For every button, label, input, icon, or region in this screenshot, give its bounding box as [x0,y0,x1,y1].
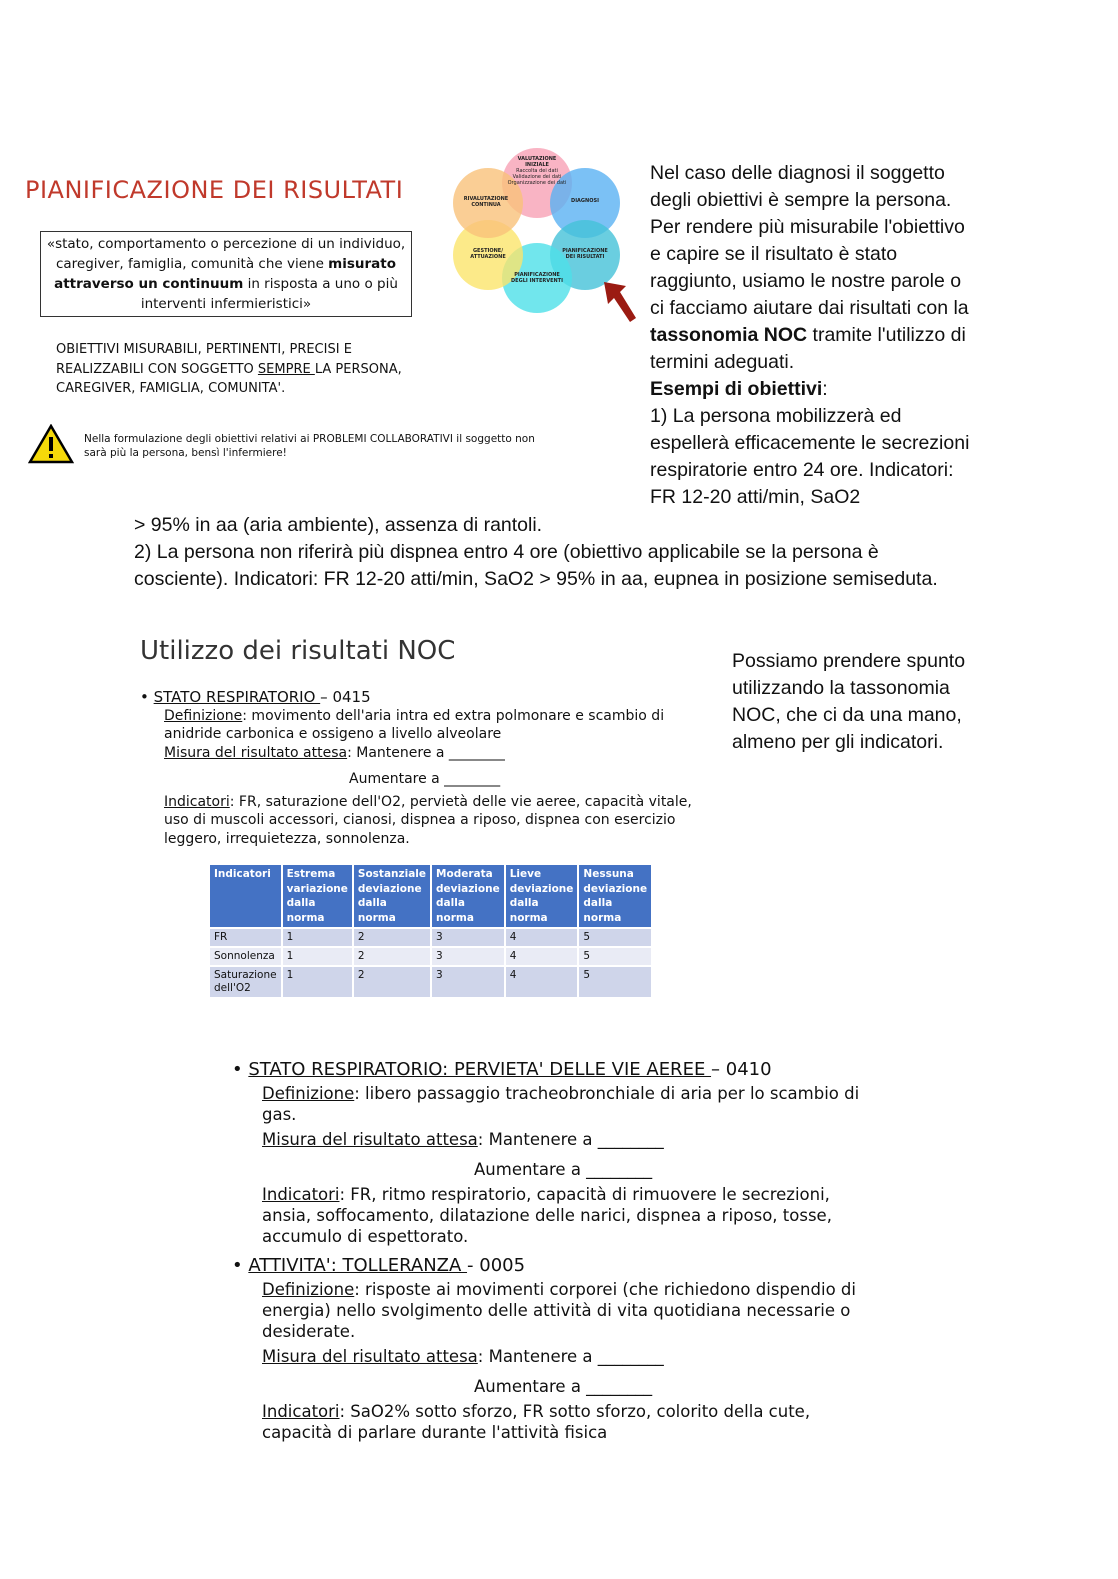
outcome-name: STATO RESPIRATORIO: PERVIETA' DELLE VIE AEREE [248,1059,712,1080]
maintain: : Mantenere a ________ [477,1347,664,1366]
label: Indicatori [262,1402,340,1421]
bold-text: tassonomia NOC [650,324,808,346]
quote-text: «stato, comportamento o percezione di un individuo, caregiver, famiglia, comunità che viene [46,236,406,272]
indicators: : FR, saturazione dell'O2, pervietà delle vie aeree, capacità vitale, uso di muscoli accessori, cianosi, dispnea a riposo, dispnea con esercizio leggero, irrequietezza, sonnolenza. [164,793,692,847]
noc-title: Utilizzo dei risultati NOC [140,636,456,666]
increase: Aumentare a ________ [349,771,501,787]
circle-sublabel: Raccolta dei dati Validazione dei dati Organizzazione dei dati [507,168,567,186]
noc-scale-table [210,865,653,997]
section-title: PIANIFICAZIONE DEI RISULTATI [25,176,404,204]
table-cell: 4 [505,928,579,947]
table-cell: FR [210,928,282,947]
maintain: : Mantenere a ________ [477,1130,664,1149]
table-header: Indicatori [210,865,282,928]
text: tramite l'utilizzo di termini adeguati. [650,324,966,373]
indicators: : FR, ritmo respiratorio, capacità di rimuovere le secrezioni, ansia, soffocamento, dilatazione delle narici, dispnea a riposo, tosse, accumulo di espettorato. [262,1185,832,1246]
circle-label-block [565,198,605,204]
circle-label: PIANIFICAZIONE DEGLI INTERVENTI [511,272,563,284]
circle-label-block [507,156,567,186]
circle-label: DIAGNOSI [571,198,599,204]
circle-label-block [460,196,512,208]
indicators: : SaO2% sotto sforzo, FR sotto sforzo, colorito della cute, capacità di parlare durante l'attività fisica [262,1402,811,1442]
text: Nel caso delle diagnosi il soggetto degli obiettivi è sempre la persona. Per rendere più misurabile l'obiettivo e capire se il risultato è stato raggiunto, usiamo le nostre parole o ci facciamo aiutare dai risultati con la [650,162,969,319]
noc-section-0410: • STATO RESPIRATORIO: PERVIETA' DELLE VIE AEREE – 0410 Definizione: libero passaggio tracheobronchiale di aria per lo scambio di gas. Misura del risultato attesa: Mantenere a ________ Aumentare a ________ Indicatori: FR, ritmo respiratorio, capacità di rimuovere le secrezioni, ansia, soffocamento, dilatazione delle narici, dispnea a riposo, tosse, accumulo di espettorato. • ATTIVITA': TOLLERANZA - 0005 Definizione: risposte ai movimenti corporei (che richiedono dispendio di energia) nello svolgimento delle attività di vita quotidiana necessarie o desiderate. Misura del risultato attesa: Mantenere a ________ Aumentare a ________ Indicatori: SaO2% sotto sforzo, FR sotto sforzo, colorito della cute, capacità di parlare durante l'attività fisica [232,1059,872,1443]
label: Misura del risultato attesa [164,744,348,761]
examples-continued [134,512,964,593]
table-cell: Saturazione dell'O2 [210,966,282,997]
definition: : risposte ai movimenti corporei (che richiedono dispendio di energia) nello svolgimento delle attività di vita quotidiana necessarie o desiderate. [262,1280,856,1341]
table-cell: 2 [353,966,431,997]
table-cell: 2 [353,928,431,947]
nursing-process-diagram [450,148,640,328]
bold-text: Esempi di obiettivi [650,378,823,400]
table-cell: 4 [505,966,579,997]
definition: : movimento dell'aria intra ed extra polmonare e scambio di anidride carbonica e ossigeno a livello alveolare [164,707,665,742]
outcome-code: – 0415 [320,688,371,706]
label: Definizione [164,707,243,724]
label: Definizione [262,1280,355,1299]
obj-text: LA PERSONA, CAREGIVER, FAMIGLIA, COMUNITA'. [56,361,402,396]
text: > 95% in aa (aria ambiente), assenza di rantoli. [134,514,543,536]
table-cell: 1 [282,966,353,997]
increase: Aumentare a ________ [474,1377,653,1396]
table-cell: 5 [578,966,652,997]
circle-label-block [507,272,567,284]
table-row [210,947,652,966]
obj-text: OBIETTIVI MISURABILI, PERTINENTI, PRECISI E REALIZZABILI CON SOGGETTO [56,342,352,377]
arrow-icon [600,278,640,323]
definition: : libero passaggio tracheobronchiale di aria per lo scambio di gas. [262,1084,860,1124]
table-header: Moderata deviazione dalla norma [431,865,505,928]
circle-label: PIANIFICAZIONE DEI RISULTATI [562,248,608,260]
table-row [210,928,652,947]
table-cell: 3 [431,928,505,947]
warning-text: Nella formulazione degli obiettivi relativi ai PROBLEMI COLLABORATIVI il soggetto non sarà più la persona, bensì l'infermiere! [84,433,535,459]
table-cell: 5 [578,928,652,947]
outcome-code: – 0410 [711,1059,772,1080]
maintain: : Mantenere a ________ [347,744,505,761]
noc-note: Possiamo prendere spunto utilizzando la tassonomia NOC, che ci da una mano, almeno per gli indicatori. [732,650,966,753]
table-row [210,966,652,997]
circle-label-block [560,248,610,260]
outcome-name: ATTIVITA': TOLLERANZA [248,1255,468,1276]
label: Misura del risultato attesa [262,1130,478,1149]
example-1: 1) La persona mobilizzerà ed espellerà efficacemente le secrezioni respiratorie entro 24 ore. Indicatori: FR 12-20 atti/min, SaO2 [650,405,970,508]
outcome-name: STATO RESPIRATORIO [153,688,321,706]
table-header: Nessuna deviazione dalla norma [578,865,652,928]
table-cell: 3 [431,947,505,966]
circle-label: RIVALUTAZIONE CONTINUA [463,196,509,208]
increase: Aumentare a ________ [474,1160,653,1179]
circle-label: GESTIONE/ ATTUAZIONE [470,248,506,260]
obj-underline: SEMPRE [257,361,315,377]
example-2: 2) La persona non riferirà più dispnea entro 4 ore (obiettivo applicabile se la persona è cosciente). Indicatori: FR 12-20 atti/min, SaO2 > 95% in aa, eupnea in posizione semiseduta. [134,541,938,590]
table-header: Estrema variazione dalla norma [282,865,353,928]
table-header: Lieve deviazione dalla norma [505,865,579,928]
definition-quote-box [40,231,412,317]
circle-label-block [463,248,513,260]
table-cell: 4 [505,947,579,966]
table-cell: 5 [578,947,652,966]
label: Misura del risultato attesa [262,1347,478,1366]
circle-label: VALUTAZIONE INIZIALE [517,156,557,168]
text: : [822,378,828,400]
outcome-code: - 0005 [467,1255,526,1276]
warning-icon [28,424,74,464]
quote-bold: misurato attraverso un continuum [54,256,397,292]
table-header: Sostanziale deviazione dalla norma [353,865,431,928]
table-cell: 1 [282,928,353,947]
table-cell: 1 [282,947,353,966]
table-cell: 2 [353,947,431,966]
label: Indicatori [262,1185,340,1204]
explanation-text [650,160,980,511]
quote-text: in risposta a uno o più interventi infermieristici» [140,276,398,312]
label: Indicatori [164,793,230,810]
table-cell: Sonnolenza [210,947,282,966]
table-cell: 3 [431,966,505,997]
objectives-text [56,340,416,399]
label: Definizione [262,1084,355,1103]
noc-section-0415: • STATO RESPIRATORIO – 0415 Definizione: movimento dell'aria intra ed extra polmonare e scambio di anidride carbonica e ossigeno a livello alveolare Misura del risultato attesa: Mantenere a ________ Aumentare a ________ Indicatori: FR, saturazione dell'O2, pervietà delle vie aeree, capacità vitale, uso di muscoli accessori, cianosi, dispnea a riposo, dispnea con esercizio leggero, irrequietezza, sonnolenza. [140,688,720,848]
